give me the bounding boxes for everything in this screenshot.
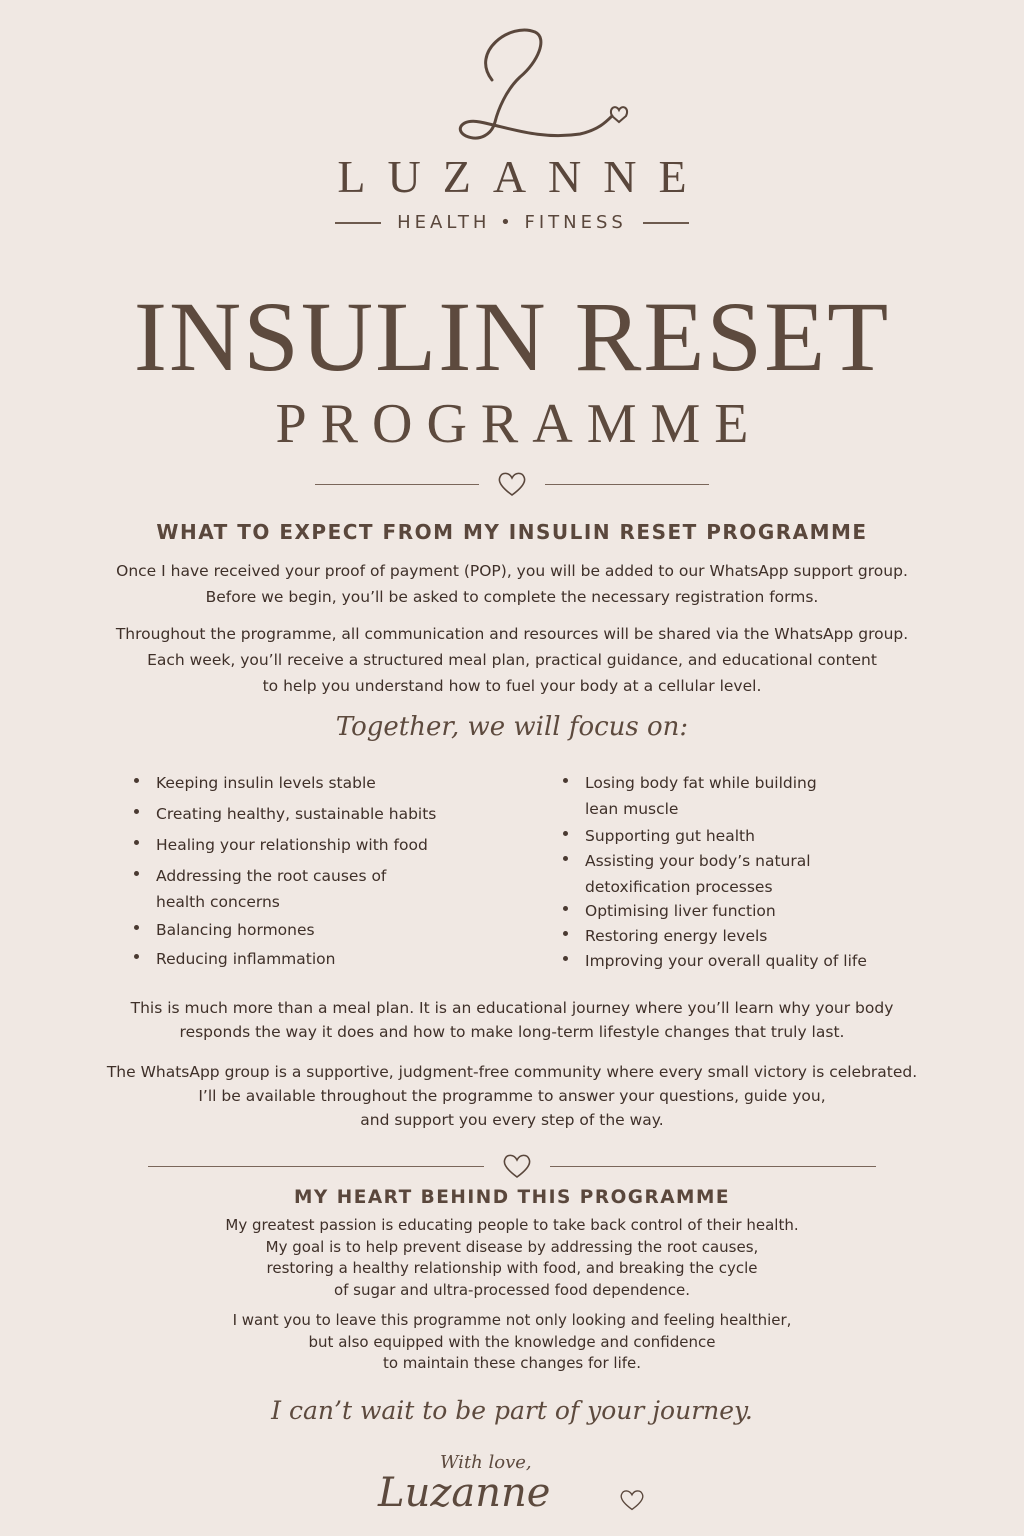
list-item: [156, 801, 436, 827]
list-item-text: health concerns: [156, 893, 280, 911]
bullet-dot: [563, 856, 568, 861]
list-item-text: Supporting gut health: [585, 827, 755, 845]
heart-icon: [497, 470, 527, 498]
list-item: [585, 923, 767, 949]
list-item: [156, 917, 315, 943]
paragraph-line: to help you understand how to fuel your body at a cellular level.: [262, 677, 762, 695]
divider-top: [0, 470, 1024, 498]
logo-monogram-icon: [440, 22, 630, 147]
focus-heading: Together, we will focus on:: [335, 712, 689, 742]
list-item: [156, 832, 428, 858]
list-item: [585, 823, 755, 849]
paragraph-line: restoring a healthy relationship with food, and breaking the cycle: [266, 1259, 758, 1277]
bullet-dot: [563, 931, 568, 936]
list-item: [585, 898, 776, 924]
tagline-rule-left: [335, 222, 381, 224]
list-item: [156, 863, 386, 915]
paragraph-line: but also equipped with the knowledge and confidence: [308, 1332, 716, 1351]
list-item-text: lean muscle: [585, 800, 679, 818]
list-item-text: Balancing hormones: [156, 921, 315, 939]
list-item-text: Optimising liver function: [585, 902, 776, 920]
divider-rule-right: [550, 1166, 876, 1167]
paragraph-line: I want you to leave this programme not only looking and feeling healthier,: [232, 1311, 792, 1329]
paragraph-line: Once I have received your proof of payment (POP), you will be added to our WhatsApp support group.: [116, 562, 908, 580]
brand-tagline: HEALTH • FITNESS: [397, 212, 627, 233]
paragraph-line: Each week, you’ll receive a structured meal plan, practical guidance, and educational content: [147, 651, 877, 669]
paragraph-line: Throughout the programme, all communication and resources will be shared via the WhatsApp group.: [115, 625, 909, 643]
brand-name: LUZANNE: [337, 151, 709, 202]
page-subtitle: PROGRAMME: [275, 393, 763, 455]
list-item-text: Keeping insulin levels stable: [156, 774, 376, 792]
list-item-text: Healing your relationship with food: [156, 836, 428, 854]
expect-paragraph-1: [0, 558, 1024, 610]
expect-paragraph-2: [0, 621, 1024, 699]
list-item-text: Improving your overall quality of life: [585, 952, 867, 970]
paragraph-line: responds the way it does and how to make long-term lifestyle changes that truly last.: [179, 1023, 845, 1041]
divider-rule-left: [315, 484, 479, 485]
paragraph-line: Before we begin, you’ll be asked to complete the necessary registration forms.: [205, 588, 819, 606]
paragraph-line: The WhatsApp group is a supportive, judgment-free community where every small victory is celebrated.: [106, 1063, 918, 1081]
list-item-text: Creating healthy, sustainable habits: [156, 805, 437, 823]
closing-with-love: With love,: [440, 1452, 532, 1473]
brand-tagline-row: [0, 212, 1024, 233]
bullet-dot: [134, 840, 139, 845]
heart-icon: [619, 1488, 645, 1512]
paragraph-line: to maintain these changes for life.: [382, 1354, 642, 1372]
closing-line: I can’t wait to be part of your journey.: [271, 1396, 753, 1425]
more-paragraph-1: [0, 996, 1024, 1044]
paragraph-line: and support you every step of the way.: [360, 1111, 664, 1129]
paragraph-line: This is much more than a meal plan. It is an educational journey where you’ll learn why your body: [130, 999, 894, 1017]
bullet-dot: [563, 778, 568, 783]
heart-icon: [502, 1152, 532, 1180]
more-paragraph-2: [0, 1060, 1024, 1132]
bullet-dot: [563, 906, 568, 911]
bullet-dot: [134, 954, 139, 959]
list-item-text: Addressing the root causes of: [156, 867, 387, 885]
list-item: [156, 770, 376, 796]
list-item: [585, 770, 817, 822]
list-item: [585, 848, 811, 900]
bullet-dot: [563, 956, 568, 961]
list-item: [585, 948, 867, 974]
heart-heading: MY HEART BEHIND THIS PROGRAMME: [293, 1187, 731, 1208]
list-item: [156, 946, 335, 972]
list-item-text: Assisting your body’s natural: [585, 852, 811, 870]
bullet-dot: [134, 778, 139, 783]
page-title: INSULIN RESET: [133, 281, 891, 392]
list-item-text: Reducing inflammation: [156, 950, 336, 968]
expect-heading: WHAT TO EXPECT FROM MY INSULIN RESET PROGRAMME: [156, 520, 868, 544]
heart-paragraph-1: [0, 1215, 1024, 1301]
bullet-dot: [134, 925, 139, 930]
paragraph-line: of sugar and ultra-processed food dependence.: [333, 1280, 691, 1299]
paragraph-line: My greatest passion is educating people to take back control of their health.: [225, 1216, 799, 1234]
list-item-text: Losing body fat while building: [585, 774, 817, 792]
bullet-dot: [134, 809, 139, 814]
list-item-text: detoxification processes: [585, 878, 773, 896]
bullet-dot: [134, 871, 139, 876]
heart-paragraph-2: [0, 1310, 1024, 1375]
list-item-text: Restoring energy levels: [585, 927, 768, 945]
signature: Luzanne: [378, 1470, 551, 1516]
divider-middle: [0, 1152, 1024, 1180]
paragraph-line: I’ll be available throughout the programme to answer your questions, guide you,: [198, 1087, 826, 1105]
bullet-dot: [563, 831, 568, 836]
paragraph-line: My goal is to help prevent disease by addressing the root causes,: [265, 1237, 759, 1256]
divider-rule-left: [148, 1166, 484, 1167]
tagline-rule-right: [643, 222, 689, 224]
divider-rule-right: [545, 484, 709, 485]
